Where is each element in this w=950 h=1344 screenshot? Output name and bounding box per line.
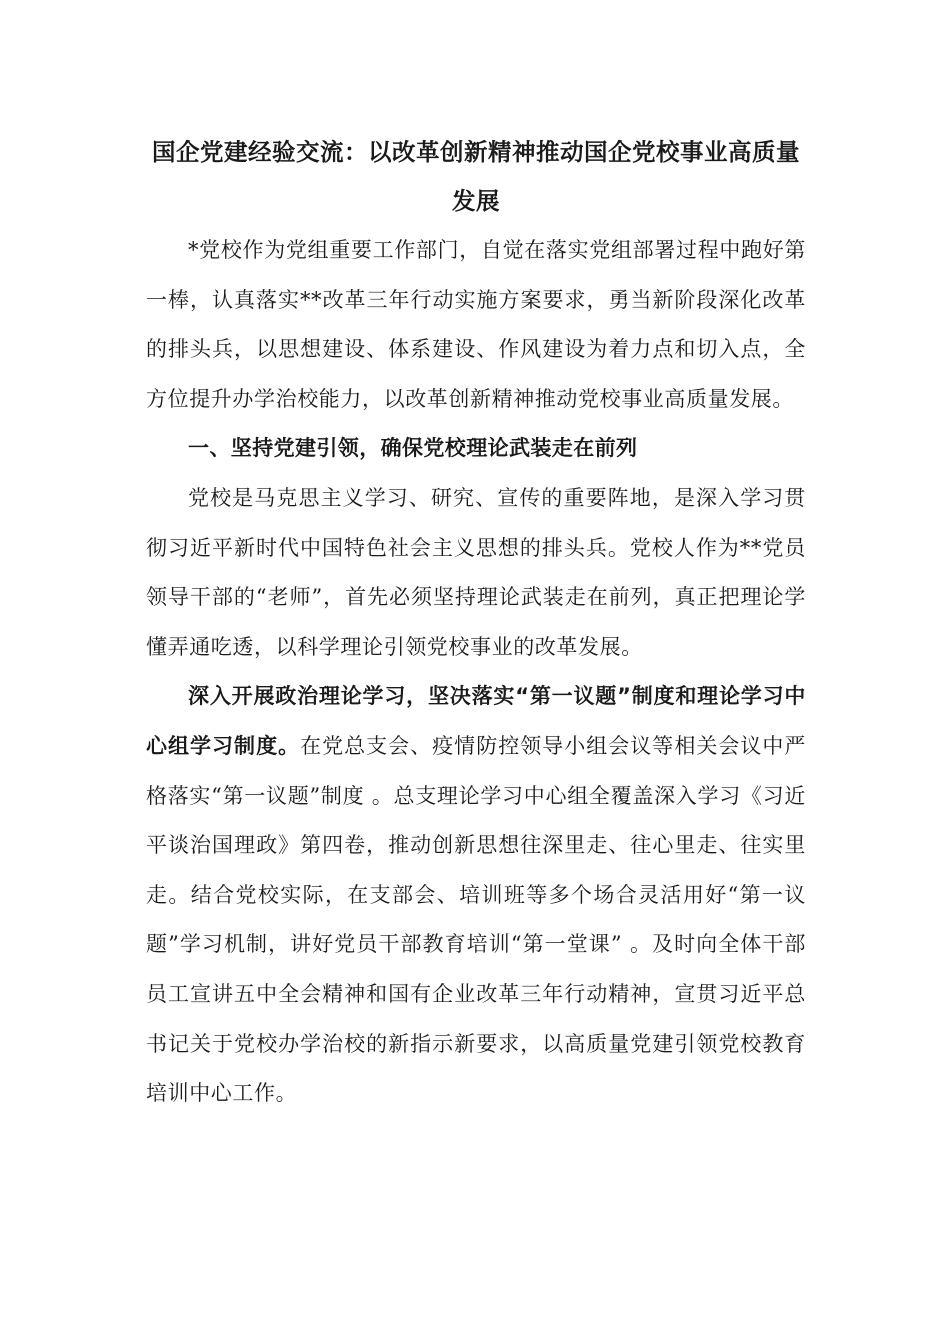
paragraph-body: 在党总支会、疫情防控领导小组会议等相关会议中严格落实“第一议题”制度 。总支理论学习中心组全覆盖深入学习《习近平谈治国理政》第四卷，推动创新思想往深里走、往心里走、往实里走。结合党校实际，在支部会、培训班等多个场合灵活用好“第一议题”学习机制，讲好党员干部教育培训“第一堂课” 。及时向全体干部员工宣讲五中全会精神和国有企业改革三年行动精神，宣贯习近平总书记关于党校办学治校的新指示新要求，以高质量党建引领党校教育培训中心工作。 <box>146 733 806 1106</box>
intro-paragraph: *党校作为党组重要工作部门，自觉在落实党组部署过程中跑好第一棒，认真落实**改革三年行动实施方案要求，勇当新阶段深化改革的排头兵，以思想建设、体系建设、作风建设为着力点和切入点，全方位提升办学治校能力，以改革创新精神推动党校事业高质量发展。 <box>146 238 806 411</box>
section-paragraph-lead <box>146 672 806 1118</box>
document-page <box>146 128 806 1119</box>
section-paragraph: 党校是马克思主义学习、研究、宣传的重要阵地，是深入学习贯彻习近平新时代中国特色社会主义思想的排头兵。党校人作为**党员领导干部的“老师”，首先必须坚持理论武装走在前列，真正把理论学懂弄通吃透，以科学理论引领党校事业的改革发展。 <box>146 485 806 659</box>
section-heading: 一、坚持党建引领，确保党校理论武装走在前列 <box>188 436 638 461</box>
bold-lead-sentence: 深入开展政治理论学习，坚决落实“第一议题”制度和理论学习中心组学习制度。 <box>146 684 806 758</box>
document-title: 国企党建经验交流：以改革创新精神推动国企党校事业高质量发展 <box>152 138 800 215</box>
